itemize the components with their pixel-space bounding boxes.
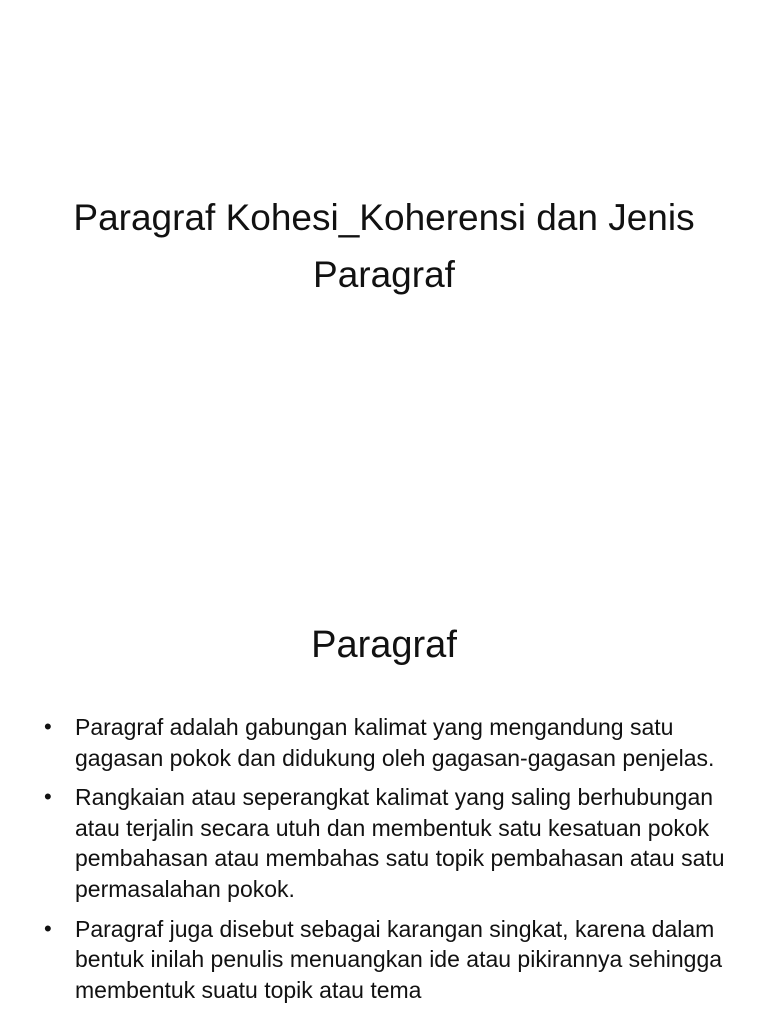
slide-heading: Paragraf bbox=[311, 624, 457, 666]
bullet-text: Rangkaian atau seperangkat kalimat yang saling berhubungan atau terjalin secara utuh dan membentuk satu kesatuan pokok pembahasan atau membahas satu topik pembahasan atau satu permasalahan pokok. bbox=[75, 784, 725, 902]
bullet-text: Paragraf juga disebut sebagai karangan singkat, karena dalam bentuk inilah penulis menuangkan ide atau pikirannya sehingga membentuk suatu topik atau tema bbox=[75, 915, 723, 1003]
paragraf-slide bbox=[0, 582, 768, 1024]
bullet-point-icon: • bbox=[44, 784, 52, 810]
bullet-item bbox=[44, 712, 734, 773]
bullet-point-icon: • bbox=[44, 714, 52, 739]
bullet-list bbox=[44, 712, 734, 1014]
bullet-item bbox=[44, 782, 734, 904]
bullet-text: Paragraf adalah gabungan kalimat yang mengandung satu gagasan pokok dan didukung oleh gagasan-gagasan penjelas. bbox=[75, 714, 715, 771]
presentation-title: Paragraf Kohesi_Koherensi dan Jenis Paragraf bbox=[73, 197, 695, 295]
bullet-point-icon: • bbox=[44, 915, 52, 941]
bullet-item bbox=[44, 914, 734, 1006]
